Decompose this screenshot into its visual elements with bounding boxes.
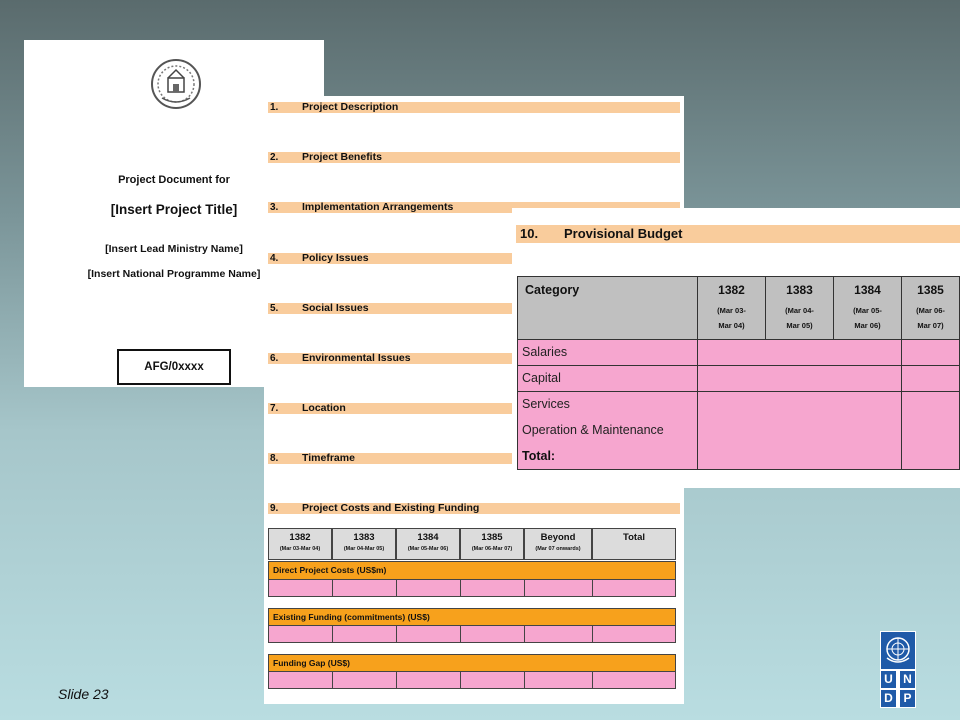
section-social-issues: Social Issues [302,302,369,314]
funding-header-year: Beyond [540,532,576,543]
section-number: 6. [270,353,279,364]
funding-header-range: (Mar 06-Mar 07) [471,546,513,552]
funding-header-year: 1384 [417,532,439,543]
funding-cell [524,579,593,597]
section-number: 1. [270,102,279,113]
section-number: 9. [270,503,279,514]
budget-year-range [766,303,833,333]
funding-cell [592,671,676,689]
budget-cell [901,365,960,392]
lead-ministry-placeholder: [Insert Lead Ministry Name] [105,243,243,255]
section-number: 4. [270,253,279,264]
project-title-placeholder: [Insert Project Title] [110,202,238,217]
funding-cell [396,579,461,597]
budget-range-end: Mar 07) [917,321,944,330]
section-number: 3. [270,202,279,213]
budget-range-end: Mar 05) [786,321,813,330]
budget-cell [697,365,902,392]
budget-cell [901,391,960,470]
funding-header-range: (Mar 04-Mar 05) [343,546,385,552]
budget-year-range [834,303,901,333]
undp-letter-n: N [900,671,915,688]
budget-year-header [765,276,834,340]
budget-category-header [517,276,698,340]
funding-header-cell [460,528,524,560]
section-number: 8. [270,453,279,464]
un-emblem-icon [881,632,915,669]
budget-year: 1382 [718,283,745,297]
budget-cell [697,339,902,366]
budget-range-start: (Mar 05- [853,306,882,315]
funding-header-cell [524,528,592,560]
funding-header-cell [268,528,332,560]
funding-header-year: 1382 [289,532,311,543]
funding-row-label: Existing Funding (commitments) (US$) [268,608,676,626]
afghanistan-emblem-icon [150,58,202,110]
budget-section-number: 10. [520,226,539,241]
budget-label-operation-maintenance: Operation & Maintenance [522,423,664,437]
project-document-for-label: Project Document for [118,174,230,186]
funding-cell [332,671,397,689]
budget-cell [901,339,960,366]
project-code-box: AFG/0xxxx [117,349,231,385]
funding-cell [524,671,593,689]
section-project-description: Project Description [302,101,399,113]
budget-range-start: (Mar 03- [717,306,746,315]
funding-cell [268,671,333,689]
funding-header-cell [332,528,396,560]
budget-cell [697,391,902,470]
budget-label-total: Total: [522,449,556,463]
section-environmental-issues: Environmental Issues [302,352,411,364]
funding-row-label: Direct Project Costs (US$m) [268,561,676,580]
slide-number: Slide 23 [58,686,109,702]
category-label: Category [525,283,580,297]
undp-letter-p: P [900,690,915,707]
section-number: 2. [270,152,279,163]
funding-cell [396,625,461,643]
section-number: 5. [270,303,279,314]
section-location: Location [302,402,346,414]
section-project-benefits: Project Benefits [302,151,382,163]
funding-header-year: 1385 [481,532,503,543]
funding-header-year: 1383 [353,532,375,543]
section-number: 7. [270,403,279,414]
funding-header-range: (Mar 07 onwards) [535,546,581,552]
funding-cell [460,579,525,597]
budget-year: 1383 [786,283,813,297]
funding-cell [268,579,333,597]
budget-year-range [902,303,959,333]
funding-cell [524,625,593,643]
funding-header-cell [592,528,676,560]
budget-title: Provisional Budget [564,226,683,241]
budget-label-capital: Capital [522,371,561,385]
funding-cell [396,671,461,689]
funding-row-label: Funding Gap (US$) [268,654,676,672]
budget-year-header [697,276,766,340]
funding-header-cell [396,528,460,560]
funding-header-year: Total [623,532,645,543]
undp-logo [880,631,916,708]
budget-year: 1385 [917,283,944,297]
section-timeframe: Timeframe [302,452,355,464]
budget-range-start: (Mar 04- [785,306,814,315]
budget-range-start: (Mar 06- [916,306,945,315]
funding-cell [592,625,676,643]
budget-range-end: Mar 04) [718,321,745,330]
funding-cell [592,579,676,597]
section-policy-issues: Policy Issues [302,252,369,264]
budget-label-salaries: Salaries [522,345,568,359]
budget-year: 1384 [854,283,881,297]
funding-cell [268,625,333,643]
national-programme-placeholder: [Insert National Programme Name] [87,268,261,280]
budget-year-header [901,276,960,340]
section-implementation-arrangements: Implementation Arrangements [302,201,454,213]
budget-range-end: Mar 06) [854,321,881,330]
funding-cell [332,579,397,597]
funding-cell [460,671,525,689]
section-project-costs: Project Costs and Existing Funding [302,502,480,514]
budget-year-range [698,303,765,333]
budget-label-services: Services [522,397,570,411]
budget-year-header [833,276,902,340]
funding-header-range: (Mar 03-Mar 04) [279,546,321,552]
budget-page [512,208,960,488]
funding-header-range: (Mar 05-Mar 06) [407,546,449,552]
funding-cell [332,625,397,643]
undp-letter-u: U [881,671,896,688]
funding-cell [460,625,525,643]
undp-letter-d: D [881,690,896,707]
